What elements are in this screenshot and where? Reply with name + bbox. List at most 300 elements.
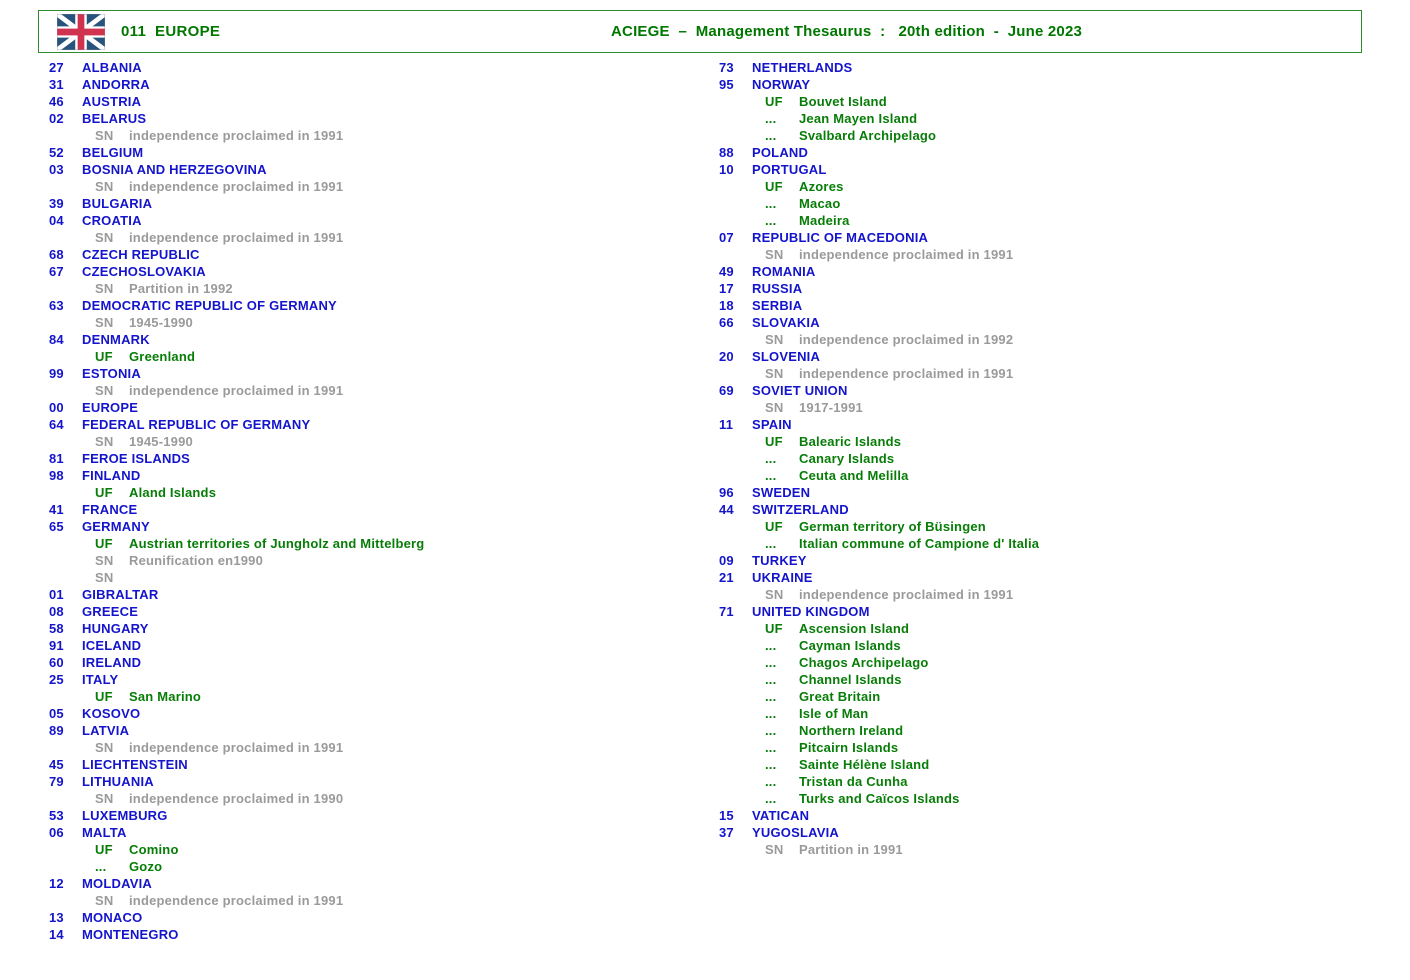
entry-code: 00: [49, 400, 64, 415]
sn-text: Reunification en1990: [129, 553, 264, 568]
used-for-row: [719, 110, 1359, 127]
entry-term: LIECHTENSTEIN: [82, 757, 188, 772]
entry-code: 84: [49, 332, 64, 347]
entry-term: DENMARK: [82, 332, 150, 347]
thesaurus-entry: [719, 382, 1359, 399]
indent-spacer: [49, 348, 95, 365]
uf-term: Ascension Island: [799, 621, 910, 636]
entry-term: GREECE: [82, 604, 139, 619]
thesaurus-entry: [49, 93, 689, 110]
thesaurus-entry: [719, 807, 1359, 824]
entry-term: REPUBLIC OF MACEDONIA: [752, 230, 929, 245]
sn-text: Partition in 1992: [129, 281, 233, 296]
scope-note-row: [49, 178, 689, 195]
entry-code: 64: [49, 417, 64, 432]
entry-code: 58: [49, 621, 64, 636]
sn-text: 1917-1991: [799, 400, 863, 415]
thesaurus-entry: [49, 76, 689, 93]
used-for-row: [719, 518, 1359, 535]
indent-spacer: [719, 433, 765, 450]
entry-term: AUSTRIA: [82, 94, 142, 109]
used-for-row: [49, 348, 689, 365]
entry-term: NORWAY: [752, 77, 811, 92]
used-for-row: [719, 178, 1359, 195]
uf-term: Azores: [799, 179, 844, 194]
uf-continuation-dots: ...: [765, 791, 777, 806]
thesaurus-entry: [49, 161, 689, 178]
sn-text: independence proclaimed in 1991: [799, 587, 1014, 602]
thesaurus-entry: [719, 263, 1359, 280]
sn-label: SN: [765, 587, 784, 602]
scope-note-row: [719, 841, 1359, 858]
entry-code: 67: [49, 264, 64, 279]
uf-continuation-dots: ...: [765, 468, 777, 483]
thesaurus-entry: [719, 416, 1359, 433]
indent-spacer: [719, 212, 765, 229]
thesaurus-entry: [719, 824, 1359, 841]
uf-continuation-dots: ...: [765, 672, 777, 687]
entry-code: 44: [719, 502, 734, 517]
indent-spacer: [49, 280, 95, 297]
used-for-row: [719, 790, 1359, 807]
thesaurus-entry: [49, 59, 689, 76]
entry-term: IRELAND: [82, 655, 142, 670]
thesaurus-entry: [719, 484, 1359, 501]
uf-label: UF: [95, 842, 113, 857]
entry-term: FRANCE: [82, 502, 138, 517]
used-for-row: [719, 620, 1359, 637]
indent-spacer: [719, 195, 765, 212]
scope-note-row: [49, 790, 689, 807]
entry-term: YUGOSLAVIA: [752, 825, 839, 840]
uf-continuation-dots: ...: [765, 740, 777, 755]
thesaurus-entry: [49, 909, 689, 926]
used-for-row: [719, 671, 1359, 688]
sn-label: SN: [765, 247, 784, 262]
thesaurus-entry: [49, 365, 689, 382]
thesaurus-entry: [49, 654, 689, 671]
indent-spacer: [719, 722, 765, 739]
uf-term: Macao: [799, 196, 841, 211]
sn-text: independence proclaimed in 1991: [129, 179, 344, 194]
sn-text: independence proclaimed in 1991: [129, 383, 344, 398]
entry-code: 03: [49, 162, 64, 177]
used-for-row: [719, 722, 1359, 739]
scope-note-row: [49, 739, 689, 756]
entry-term: ANDORRA: [82, 77, 150, 92]
sn-label: SN: [95, 791, 114, 806]
scope-note-row: [49, 892, 689, 909]
uf-continuation-dots: ...: [95, 859, 107, 874]
entry-code: 95: [719, 77, 734, 92]
uf-label: UF: [95, 689, 113, 704]
uf-label: UF: [765, 621, 783, 636]
indent-spacer: [49, 433, 95, 450]
uf-term: Svalbard Archipelago: [799, 128, 937, 143]
sn-text: independence proclaimed in 1991: [129, 230, 344, 245]
indent-spacer: [49, 552, 95, 569]
scope-note-row: [49, 433, 689, 450]
thesaurus-entry: [49, 450, 689, 467]
thesaurus-entry: [49, 586, 689, 603]
entry-code: 65: [49, 519, 64, 534]
sn-label: SN: [95, 179, 114, 194]
uf-term: German territory of Büsingen: [799, 519, 986, 534]
entry-term: POLAND: [752, 145, 809, 160]
sn-label: SN: [95, 434, 114, 449]
thesaurus-entry: [49, 212, 689, 229]
indent-spacer: [719, 467, 765, 484]
indent-spacer: [719, 535, 765, 552]
sn-label: SN: [95, 230, 114, 245]
entry-term: RUSSIA: [752, 281, 803, 296]
sn-label: SN: [765, 332, 784, 347]
entry-term: FINLAND: [82, 468, 141, 483]
scope-note-row: [719, 246, 1359, 263]
uf-continuation-dots: ...: [765, 723, 777, 738]
used-for-row: [719, 195, 1359, 212]
entry-term: CROATIA: [82, 213, 142, 228]
indent-spacer: [49, 688, 95, 705]
entry-term: MOLDAVIA: [82, 876, 152, 891]
used-for-row: [719, 654, 1359, 671]
sn-text: independence proclaimed in 1991: [129, 893, 344, 908]
thesaurus-entry: [719, 297, 1359, 314]
indent-spacer: [719, 654, 765, 671]
scope-note-row: [49, 552, 689, 569]
entry-code: 89: [49, 723, 64, 738]
uf-continuation-dots: ...: [765, 706, 777, 721]
entry-term: ALBANIA: [82, 60, 142, 75]
indent-spacer: [719, 739, 765, 756]
thesaurus-entry: [49, 756, 689, 773]
uf-continuation-dots: ...: [765, 757, 777, 772]
entry-code: 20: [719, 349, 734, 364]
thesaurus-entry: [719, 76, 1359, 93]
indent-spacer: [49, 484, 95, 501]
entry-term: GERMANY: [82, 519, 150, 534]
entry-code: 63: [49, 298, 64, 313]
thesaurus-entry: [49, 603, 689, 620]
thesaurus-entry: [49, 620, 689, 637]
used-for-row: [719, 705, 1359, 722]
indent-spacer: [719, 637, 765, 654]
entry-term: GIBRALTAR: [82, 587, 159, 602]
entry-code: 71: [719, 604, 734, 619]
scope-note-row: [719, 331, 1359, 348]
uf-term: Channel Islands: [799, 672, 902, 687]
used-for-row: [49, 484, 689, 501]
used-for-row: [719, 127, 1359, 144]
uf-continuation-dots: ...: [765, 213, 777, 228]
thesaurus-entry: [49, 926, 689, 943]
entry-term: SWITZERLAND: [752, 502, 849, 517]
entry-code: 21: [719, 570, 734, 585]
entry-term: EUROPE: [82, 400, 139, 415]
thesaurus-entry: [719, 603, 1359, 620]
indent-spacer: [719, 705, 765, 722]
used-for-row: [49, 858, 689, 875]
entry-term: MALTA: [82, 825, 127, 840]
thesaurus-entry: [49, 467, 689, 484]
entry-code: 91: [49, 638, 64, 653]
page-code-region: 011 EUROPE: [121, 23, 221, 40]
sn-text: 1945-1990: [129, 434, 193, 449]
sn-label: SN: [95, 128, 114, 143]
thesaurus-entry: [719, 280, 1359, 297]
entry-code: 13: [49, 910, 64, 925]
uf-term: Bouvet Island: [799, 94, 887, 109]
entry-term: UNITED KINGDOM: [752, 604, 870, 619]
entry-term: BELGIUM: [82, 145, 144, 160]
indent-spacer: [719, 756, 765, 773]
thesaurus-entry: [49, 263, 689, 280]
indent-spacer: [719, 246, 765, 263]
sn-label: SN: [95, 893, 114, 908]
uf-term: Cayman Islands: [799, 638, 901, 653]
thesaurus-title: ACIEGE – Management Thesaurus : 20th edition - June 2023: [611, 23, 1083, 40]
entry-term: KOSOVO: [82, 706, 141, 721]
entry-code: 60: [49, 655, 64, 670]
uf-continuation-dots: ...: [765, 638, 777, 653]
uf-term: Balearic Islands: [799, 434, 902, 449]
entry-code: 49: [719, 264, 734, 279]
indent-spacer: [719, 620, 765, 637]
sn-label: SN: [95, 570, 114, 585]
uf-label: UF: [765, 434, 783, 449]
used-for-row: [719, 433, 1359, 450]
thesaurus-entry: [49, 331, 689, 348]
scope-note-row: [719, 365, 1359, 382]
column-right: [719, 59, 1359, 858]
sn-text: independence proclaimed in 1991: [129, 740, 344, 755]
entry-code: 46: [49, 94, 64, 109]
sn-text: independence proclaimed in 1991: [799, 366, 1014, 381]
entry-code: 01: [49, 587, 64, 602]
scope-note-row: [719, 399, 1359, 416]
thesaurus-entry: [49, 501, 689, 518]
used-for-row: [719, 535, 1359, 552]
thesaurus-entry: [719, 314, 1359, 331]
thesaurus-entry: [719, 569, 1359, 586]
sn-label: SN: [95, 553, 114, 568]
uf-continuation-dots: ...: [765, 689, 777, 704]
indent-spacer: [719, 365, 765, 382]
scope-note-row: [49, 127, 689, 144]
entry-code: 02: [49, 111, 64, 126]
indent-spacer: [719, 110, 765, 127]
uf-label: UF: [95, 485, 113, 500]
uf-label: UF: [765, 179, 783, 194]
entry-code: 73: [719, 60, 734, 75]
entry-term: CZECHOSLOVAKIA: [82, 264, 206, 279]
entry-code: 39: [49, 196, 64, 211]
thesaurus-entry: [49, 705, 689, 722]
sn-text: independence proclaimed in 1990: [129, 791, 344, 806]
uf-continuation-dots: ...: [765, 451, 777, 466]
entry-code: 06: [49, 825, 64, 840]
indent-spacer: [719, 773, 765, 790]
entry-code: 09: [719, 553, 734, 568]
used-for-row: [719, 756, 1359, 773]
indent-spacer: [49, 858, 95, 875]
uf-term: Greenland: [129, 349, 196, 364]
entry-term: ESTONIA: [82, 366, 141, 381]
uf-term: Italian commune of Campione d' Italia: [799, 536, 1040, 551]
scope-note-row: [49, 382, 689, 399]
entry-code: 05: [49, 706, 64, 721]
thesaurus-entry: [719, 161, 1359, 178]
uf-term: Isle of Man: [799, 706, 869, 721]
entry-term: FEROE ISLANDS: [82, 451, 191, 466]
entry-code: 53: [49, 808, 64, 823]
entry-term: VATICAN: [752, 808, 810, 823]
sn-text: Partition in 1991: [799, 842, 903, 857]
uf-continuation-dots: ...: [765, 111, 777, 126]
uf-continuation-dots: ...: [765, 128, 777, 143]
entry-code: 08: [49, 604, 64, 619]
sn-text: independence proclaimed in 1991: [799, 247, 1014, 262]
entry-code: 41: [49, 502, 64, 517]
scope-note-row: [49, 229, 689, 246]
entry-term: SOVIET UNION: [752, 383, 848, 398]
entry-term: LUXEMBURG: [82, 808, 168, 823]
entry-code: 88: [719, 145, 734, 160]
thesaurus-entry: [49, 416, 689, 433]
thesaurus-entry: [49, 518, 689, 535]
thesaurus-entry: [49, 773, 689, 790]
used-for-row: [719, 688, 1359, 705]
entry-code: 52: [49, 145, 64, 160]
thesaurus-entry: [49, 824, 689, 841]
thesaurus-entry: [719, 144, 1359, 161]
entry-code: 37: [719, 825, 734, 840]
entry-term: LITHUANIA: [82, 774, 154, 789]
entry-code: 04: [49, 213, 64, 228]
scope-note-row: [719, 586, 1359, 603]
thesaurus-entry: [719, 59, 1359, 76]
indent-spacer: [719, 688, 765, 705]
indent-spacer: [49, 229, 95, 246]
thesaurus-entry: [49, 195, 689, 212]
entry-code: 96: [719, 485, 734, 500]
indent-spacer: [719, 518, 765, 535]
uf-continuation-dots: ...: [765, 655, 777, 670]
indent-spacer: [49, 314, 95, 331]
sn-text: independence proclaimed in 1991: [129, 128, 344, 143]
used-for-row: [719, 93, 1359, 110]
entry-term: LATVIA: [82, 723, 130, 738]
indent-spacer: [49, 739, 95, 756]
entry-code: 31: [49, 77, 64, 92]
uf-term: Turks and Caïcos Islands: [799, 791, 960, 806]
indent-spacer: [719, 586, 765, 603]
indent-spacer: [49, 178, 95, 195]
used-for-row: [719, 637, 1359, 654]
used-for-row: [719, 212, 1359, 229]
indent-spacer: [49, 382, 95, 399]
entry-term: DEMOCRATIC REPUBLIC OF GERMANY: [82, 298, 337, 313]
entry-code: 99: [49, 366, 64, 381]
uf-term: Canary Islands: [799, 451, 895, 466]
thesaurus-entry: [49, 144, 689, 161]
indent-spacer: [719, 93, 765, 110]
indent-spacer: [49, 892, 95, 909]
scope-note-row: [49, 314, 689, 331]
used-for-row: [49, 535, 689, 552]
indent-spacer: [719, 450, 765, 467]
entry-code: 25: [49, 672, 64, 687]
column-left: [49, 59, 689, 943]
indent-spacer: [49, 841, 95, 858]
entry-code: 68: [49, 247, 64, 262]
thesaurus-entry: [719, 348, 1359, 365]
entry-code: 10: [719, 162, 734, 177]
sn-label: SN: [95, 281, 114, 296]
sn-text: independence proclaimed in 1992: [799, 332, 1014, 347]
entry-term: SLOVAKIA: [752, 315, 820, 330]
entry-term: MONACO: [82, 910, 143, 925]
uf-term: Austrian territories of Jungholz and Mittelberg: [129, 536, 425, 551]
used-for-row: [719, 773, 1359, 790]
thesaurus-entry: [49, 110, 689, 127]
thesaurus-entry: [49, 246, 689, 263]
thesaurus-entry: [49, 297, 689, 314]
uf-term: Madeira: [799, 213, 850, 228]
entry-code: 11: [719, 417, 734, 432]
uf-continuation-dots: ...: [765, 774, 777, 789]
entry-code: 45: [49, 757, 64, 772]
thesaurus-entry: [49, 807, 689, 824]
entry-term: ICELAND: [82, 638, 142, 653]
uf-term: Aland Islands: [129, 485, 217, 500]
entry-code: 18: [719, 298, 734, 313]
uf-term: Chagos Archipelago: [799, 655, 929, 670]
uf-term: Sainte Hélène Island: [799, 757, 930, 772]
uf-label: UF: [95, 349, 113, 364]
indent-spacer: [49, 535, 95, 552]
entry-term: UKRAINE: [752, 570, 813, 585]
sn-label: SN: [95, 383, 114, 398]
uf-label: UF: [95, 536, 113, 551]
entry-code: 15: [719, 808, 734, 823]
thesaurus-entry: [49, 671, 689, 688]
uf-term: Gozo: [129, 859, 163, 874]
entry-code: 69: [719, 383, 734, 398]
sn-label: SN: [95, 315, 114, 330]
sn-label: SN: [95, 740, 114, 755]
used-for-row: [49, 688, 689, 705]
uf-term: Tristan da Cunha: [799, 774, 908, 789]
uf-term: Northern Ireland: [799, 723, 904, 738]
indent-spacer: [49, 569, 95, 586]
thesaurus-entry: [49, 722, 689, 739]
entry-code: 66: [719, 315, 734, 330]
used-for-row: [719, 450, 1359, 467]
uf-continuation-dots: ...: [765, 536, 777, 551]
entry-term: SPAIN: [752, 417, 792, 432]
entry-term: HUNGARY: [82, 621, 149, 636]
thesaurus-entry: [719, 229, 1359, 246]
thesaurus-entry: [49, 399, 689, 416]
thesaurus-entry: [719, 552, 1359, 569]
indent-spacer: [719, 841, 765, 858]
indent-spacer: [49, 127, 95, 144]
indent-spacer: [719, 127, 765, 144]
entry-term: TURKEY: [752, 553, 807, 568]
entry-code: 07: [719, 230, 734, 245]
indent-spacer: [719, 178, 765, 195]
